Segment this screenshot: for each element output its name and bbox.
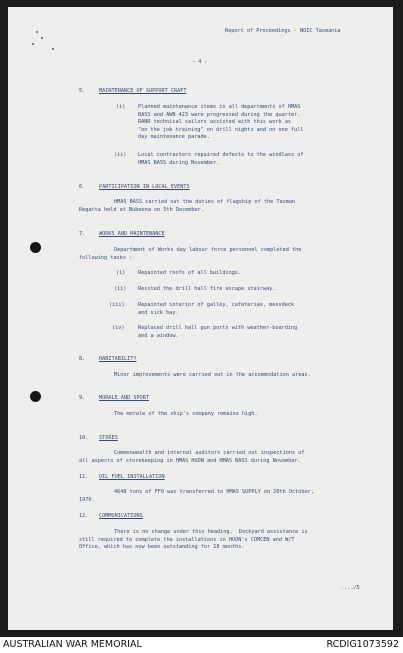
section-heading: COMMUNICATIONS bbox=[99, 513, 143, 519]
item-text: Repainted interior of galley, cafeterias, messdeck and sick bay. bbox=[138, 302, 295, 316]
section-heading: MAINTENANCE OF SUPPORT CRAFT bbox=[99, 88, 187, 94]
section-text: The morale of the ship's company remains high. bbox=[114, 411, 258, 417]
binder-hole-bottom bbox=[30, 391, 41, 402]
section-text: Department of Works day labour force personnel completed the following tasks : bbox=[79, 247, 302, 261]
section-number: 11. bbox=[79, 474, 89, 480]
section-text: There is no change under this heading. Dockyard assistance is still required to complete the installations in HUON's COMCEN and W/T Office, which has now been outstanding for 18 months. bbox=[79, 529, 308, 551]
section-heading: STORES bbox=[99, 435, 118, 441]
section-text: 4648 tons of FFO was transferred to HMAS SUPPLY on 20th October, 1970. bbox=[79, 489, 314, 503]
item-marker: (i) bbox=[116, 270, 126, 276]
item-text: Local contractors repaired defects to the windlass of HMAS BASS during November. bbox=[138, 152, 304, 166]
section-number: 7. bbox=[79, 231, 86, 237]
section-heading: MORALE AND SPORT bbox=[99, 395, 149, 401]
section-text: Minor improvements were carried out in the accommodation areas. bbox=[114, 372, 311, 378]
section-text: Commonwealth and internal auditors carried out inspections of all aspects of storekeeping in HMAS HUON and HMAS BASS during November. bbox=[79, 450, 305, 464]
section-heading: PARTICIPATION IN LOCAL EVENTS bbox=[99, 184, 190, 190]
scan-speck bbox=[32, 43, 34, 45]
page-number: - 4 - bbox=[192, 59, 208, 65]
item-marker: (iv) bbox=[112, 325, 125, 331]
section-number: 9. bbox=[79, 395, 86, 401]
item-marker: (iii) bbox=[109, 302, 125, 308]
document-page bbox=[8, 7, 393, 630]
record-id: RCDIG1073592 bbox=[326, 639, 399, 650]
binder-hole-top bbox=[30, 242, 41, 253]
archive-footer bbox=[0, 637, 403, 653]
item-text: Planned maintenance items in all departments of HMAS BASS and AWB 423 were progressed during the quarter. RANR technical sailors assisted with this work as "on the job training" on drill nights and on one full day maintenance parade. bbox=[138, 104, 304, 141]
section-number: 10. bbox=[79, 435, 89, 441]
section-number: 8. bbox=[79, 356, 86, 362]
archive-name: AUSTRALIAN WAR MEMORIAL bbox=[3, 639, 142, 650]
scan-speck bbox=[52, 48, 54, 50]
item-marker: (i) bbox=[116, 104, 126, 110]
section-number: 6. bbox=[79, 184, 86, 190]
section-number: 5. bbox=[79, 88, 86, 94]
section-number: 12. bbox=[79, 513, 89, 519]
section-heading: OIL FUEL INSTALLATION bbox=[99, 474, 165, 480]
item-text: Resited the drill hall fire escape stairway. bbox=[138, 286, 276, 292]
item-text: Replaced drill hall gun ports with weather-boarding and a window. bbox=[138, 325, 298, 339]
item-text: Repainted roofs of all buildings. bbox=[138, 270, 242, 276]
scan-speck bbox=[41, 37, 43, 39]
continuation-marker: ..../5 bbox=[341, 585, 360, 591]
scan-speck bbox=[36, 31, 38, 33]
item-marker: (ii) bbox=[114, 286, 127, 292]
item-marker: (ii) bbox=[114, 152, 127, 158]
section-heading: HABITABILITY bbox=[99, 356, 137, 362]
section-text: HMAS BASS carried out the duties of flagship of the Tasman Regatta held at Nubeena on 5th December. bbox=[79, 199, 296, 213]
report-header: Report of Proceedings - NOIC Tasmania bbox=[225, 28, 341, 34]
section-heading: WORKS AND MAINTENANCE bbox=[99, 231, 165, 237]
